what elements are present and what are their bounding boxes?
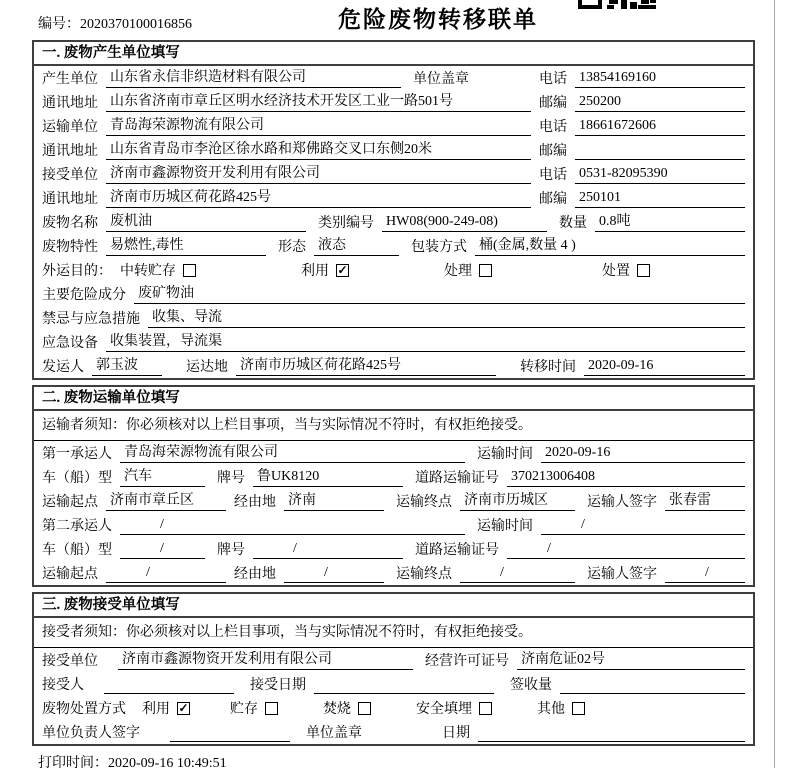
receiver-value: 济南市鑫源物资开发利用有限公司 [106, 165, 531, 184]
vehicle2-label: 车（船）型 [42, 543, 112, 558]
receiver-phone-value: 0531-82095390 [575, 165, 745, 184]
transport-time1-label: 运输时间 [477, 447, 533, 462]
quantity-value: 0.8吨 [595, 213, 745, 232]
page-edge-line [774, 0, 775, 768]
transporter-zip-label: 邮编 [539, 144, 567, 159]
producer-value: 山东省永信非织造材料有限公司 [106, 69, 401, 88]
print-time-label: 打印时间： [38, 756, 108, 768]
producer-phone-label: 电话 [539, 72, 567, 87]
receiver-label: 接受单位 [42, 168, 98, 183]
row-route-1 [34, 489, 753, 513]
transporter-value: 青岛海荣源物流有限公司 [106, 117, 531, 136]
producer-label: 产生单位 [42, 72, 98, 87]
option-disposal-landfill-label: 安全填埋 [416, 702, 472, 717]
row-receiver [34, 162, 753, 186]
checkbox-disposal-storage [265, 702, 278, 715]
producer-phone-value: 13854169160 [575, 69, 745, 88]
option-disposal-other-label: 其他 [537, 702, 565, 717]
receiver-seal-label: 单位盖章 [306, 726, 362, 741]
row-emergency-equipment [34, 330, 753, 354]
option-disposal-landfill [416, 698, 492, 718]
origin1-label: 运输起点 [42, 495, 98, 510]
row-accept-unit [34, 648, 753, 672]
print-time-value: 2020-09-16 10:49:51 [108, 756, 227, 768]
packaging-label: 包装方式 [411, 240, 467, 255]
vehicle1-label: 车（船）型 [42, 471, 112, 486]
permit-label: 经营许可证号 [425, 654, 509, 669]
acceptor-value [104, 675, 234, 694]
row-acceptor [34, 672, 753, 696]
end2-label: 运输终点 [396, 567, 452, 582]
transfer-time-label: 转移时间 [520, 360, 576, 375]
accept-date-label: 接受日期 [250, 678, 306, 693]
receipt-qty-label: 签收量 [510, 678, 552, 693]
shipper-label: 发运人 [42, 360, 84, 375]
producer-address-label: 通讯地址 [42, 96, 98, 111]
section-receiver [32, 592, 755, 746]
purpose-label: 外运目的： [42, 264, 112, 279]
waste-code-value: HW08(900-249-08) [382, 213, 547, 232]
checkbox-disposal-utilize: ✓ [178, 700, 189, 715]
option-disposal-utilize-label: 利用 [142, 702, 170, 717]
road-cert1-value: 370213006408 [507, 468, 745, 487]
producer-address-value: 山东省济南市章丘区明水经济技术开发区工业一路501号 [106, 93, 531, 112]
row-vehicle-2 [34, 537, 753, 561]
row-waste-name [34, 210, 753, 234]
option-disposal-other [537, 698, 585, 718]
row-transfer-purpose [34, 258, 753, 282]
shipper-value: 郭玉波 [92, 357, 162, 376]
via2-label: 经由地 [234, 567, 276, 582]
option-utilize [301, 260, 349, 280]
sign1-value: 张春雷 [665, 492, 745, 511]
destination-label: 运达地 [186, 360, 228, 375]
option-treat-label: 处理 [444, 264, 472, 279]
checkbox-disposal-landfill [479, 702, 492, 715]
quantity-label: 数量 [559, 216, 587, 231]
receiver-notice: 接受者须知：你必须核对以上栏目事项，当与实际情况不符时，有权拒绝接受。 [34, 618, 753, 648]
row-carrier-1 [34, 441, 753, 465]
option-dispose-label: 处置 [602, 264, 630, 279]
checkbox-transfer-storage [183, 264, 196, 277]
row-route-2 [34, 561, 753, 585]
vehicle1-value: 汽车 [120, 468, 205, 487]
manager-sign-label: 单位负责人签字 [42, 726, 140, 741]
row-producer [34, 66, 753, 90]
option-disposal-incinerate [323, 698, 371, 718]
checkbox-treat [479, 264, 492, 277]
section-transporter [32, 385, 755, 587]
doc-number-label: 编号： [38, 17, 80, 32]
end2-value: / [460, 564, 575, 583]
row-disposal-method [34, 696, 753, 720]
option-dispose [602, 260, 650, 280]
origin1-value: 济南市章丘区 [106, 492, 226, 511]
carrier2-label: 第二承运人 [42, 519, 112, 534]
section-2-heading: 二. 废物运输单位填写 [34, 387, 753, 411]
option-transfer-storage [120, 260, 196, 280]
section-3-heading: 三. 废物接受单位填写 [34, 594, 753, 618]
sign1-label: 运输人签字 [587, 495, 657, 510]
row-carrier-2 [34, 513, 753, 537]
accept-date-value [314, 675, 494, 694]
plate2-label: 牌号 [217, 543, 245, 558]
sign2-value: / [665, 564, 745, 583]
plate1-label: 牌号 [217, 471, 245, 486]
acceptor-label: 接受人 [42, 678, 84, 693]
origin2-label: 运输起点 [42, 567, 98, 582]
option-disposal-incinerate-label: 焚烧 [323, 702, 351, 717]
road-cert1-label: 道路运输证号 [415, 471, 499, 486]
transporter-zip-value [575, 141, 745, 160]
hazard-label: 主要危险成分 [42, 288, 126, 303]
plate2-value: / [253, 540, 403, 559]
row-manager-sign [34, 720, 753, 744]
transport-time1-value: 2020-09-16 [541, 444, 745, 463]
row-transporter-address [34, 138, 753, 162]
accept-unit-label: 接受单位 [42, 654, 98, 669]
doc-number [38, 13, 192, 33]
transport-time2-value: / [541, 516, 745, 535]
taboo-value: 收集、导流 [148, 309, 745, 328]
plate1-value: 鲁UK8120 [253, 468, 403, 487]
carrier2-value: / [120, 516, 465, 535]
checkbox-utilize: ✓ [337, 262, 348, 277]
option-treat [444, 260, 492, 280]
vehicle2-value: / [120, 540, 205, 559]
row-waste-property [34, 234, 753, 258]
via1-label: 经由地 [234, 495, 276, 510]
row-shipper [34, 354, 753, 378]
transporter-phone-value: 18661672606 [575, 117, 745, 136]
waste-name-value: 废机油 [106, 213, 306, 232]
waste-property-value: 易燃性,毒性 [106, 237, 266, 256]
form-value: 液态 [314, 237, 399, 256]
via2-value: / [284, 564, 384, 583]
row-producer-address [34, 90, 753, 114]
row-receiver-address [34, 186, 753, 210]
unit-seal-label: 单位盖章 [413, 72, 469, 87]
transfer-time-value: 2020-09-16 [584, 357, 745, 376]
disposal-label: 废物处置方式 [42, 702, 126, 717]
option-disposal-storage [230, 698, 278, 718]
manager-sign-value [170, 723, 290, 742]
checkbox-disposal-other [572, 702, 585, 715]
section-producer [32, 40, 755, 380]
carrier1-label: 第一承运人 [42, 447, 112, 462]
road-cert2-value: / [507, 540, 745, 559]
checkbox-disposal-incinerate [358, 702, 371, 715]
transporter-notice: 运输者须知：你必须核对以上栏目事项，当与实际情况不符时，有权拒绝接受。 [34, 411, 753, 441]
option-utilize-label: 利用 [301, 264, 329, 279]
row-vehicle-1 [34, 465, 753, 489]
end1-label: 运输终点 [396, 495, 452, 510]
receipt-qty-value [560, 675, 745, 694]
road-cert2-label: 道路运输证号 [415, 543, 499, 558]
waste-code-label: 类别编号 [318, 216, 374, 231]
date-label: 日期 [442, 726, 470, 741]
row-hazard-component [34, 282, 753, 306]
hazard-value: 废矿物油 [134, 285, 745, 304]
option-disposal-utilize [142, 698, 190, 718]
receiver-zip-label: 邮编 [539, 192, 567, 207]
option-disposal-storage-label: 贮存 [230, 702, 258, 717]
transporter-label: 运输单位 [42, 120, 98, 135]
equipment-value: 收集装置，导流渠 [106, 333, 745, 352]
row-transporter [34, 114, 753, 138]
packaging-value: 桶(金属,数量 4 ) [475, 237, 745, 256]
transport-time2-label: 运输时间 [477, 519, 533, 534]
form-label: 形态 [278, 240, 306, 255]
carrier1-value: 青岛海荣源物流有限公司 [120, 444, 465, 463]
waste-property-label: 废物特性 [42, 240, 98, 255]
end1-value: 济南市历城区 [460, 492, 575, 511]
destination-value: 济南市历城区荷花路425号 [236, 357, 496, 376]
via1-value: 济南 [284, 492, 384, 511]
page-title: 危险废物转移联单 [338, 7, 538, 32]
waste-name-label: 废物名称 [42, 216, 98, 231]
taboo-label: 禁忌与应急措施 [42, 312, 140, 327]
sign2-label: 运输人签字 [587, 567, 657, 582]
origin2-value: / [106, 564, 226, 583]
permit-value: 济南危证02号 [517, 651, 745, 670]
doc-number-value: 2020370100016856 [80, 17, 192, 32]
print-time [38, 752, 796, 768]
receiver-phone-label: 电话 [539, 168, 567, 183]
section-1-heading: 一. 废物产生单位填写 [34, 42, 753, 66]
producer-zip-value: 250200 [575, 93, 745, 112]
producer-zip-label: 邮编 [539, 96, 567, 111]
transporter-phone-label: 电话 [539, 120, 567, 135]
checkbox-dispose [637, 264, 650, 277]
receiver-address-label: 通讯地址 [42, 192, 98, 207]
form-header [0, 0, 796, 40]
receiver-zip-value: 250101 [575, 189, 745, 208]
date-value [478, 723, 745, 742]
accept-unit-value: 济南市鑫源物资开发利用有限公司 [118, 651, 413, 670]
receiver-address-value: 济南市历城区荷花路425号 [106, 189, 531, 208]
equipment-label: 应急设备 [42, 336, 98, 351]
option-transfer-storage-label: 中转贮存 [120, 264, 176, 279]
transporter-address-value: 山东省青岛市李沧区徐水路和郑佛路交叉口东侧20米 [106, 141, 531, 160]
transporter-address-label: 通讯地址 [42, 144, 98, 159]
row-taboo-measures [34, 306, 753, 330]
